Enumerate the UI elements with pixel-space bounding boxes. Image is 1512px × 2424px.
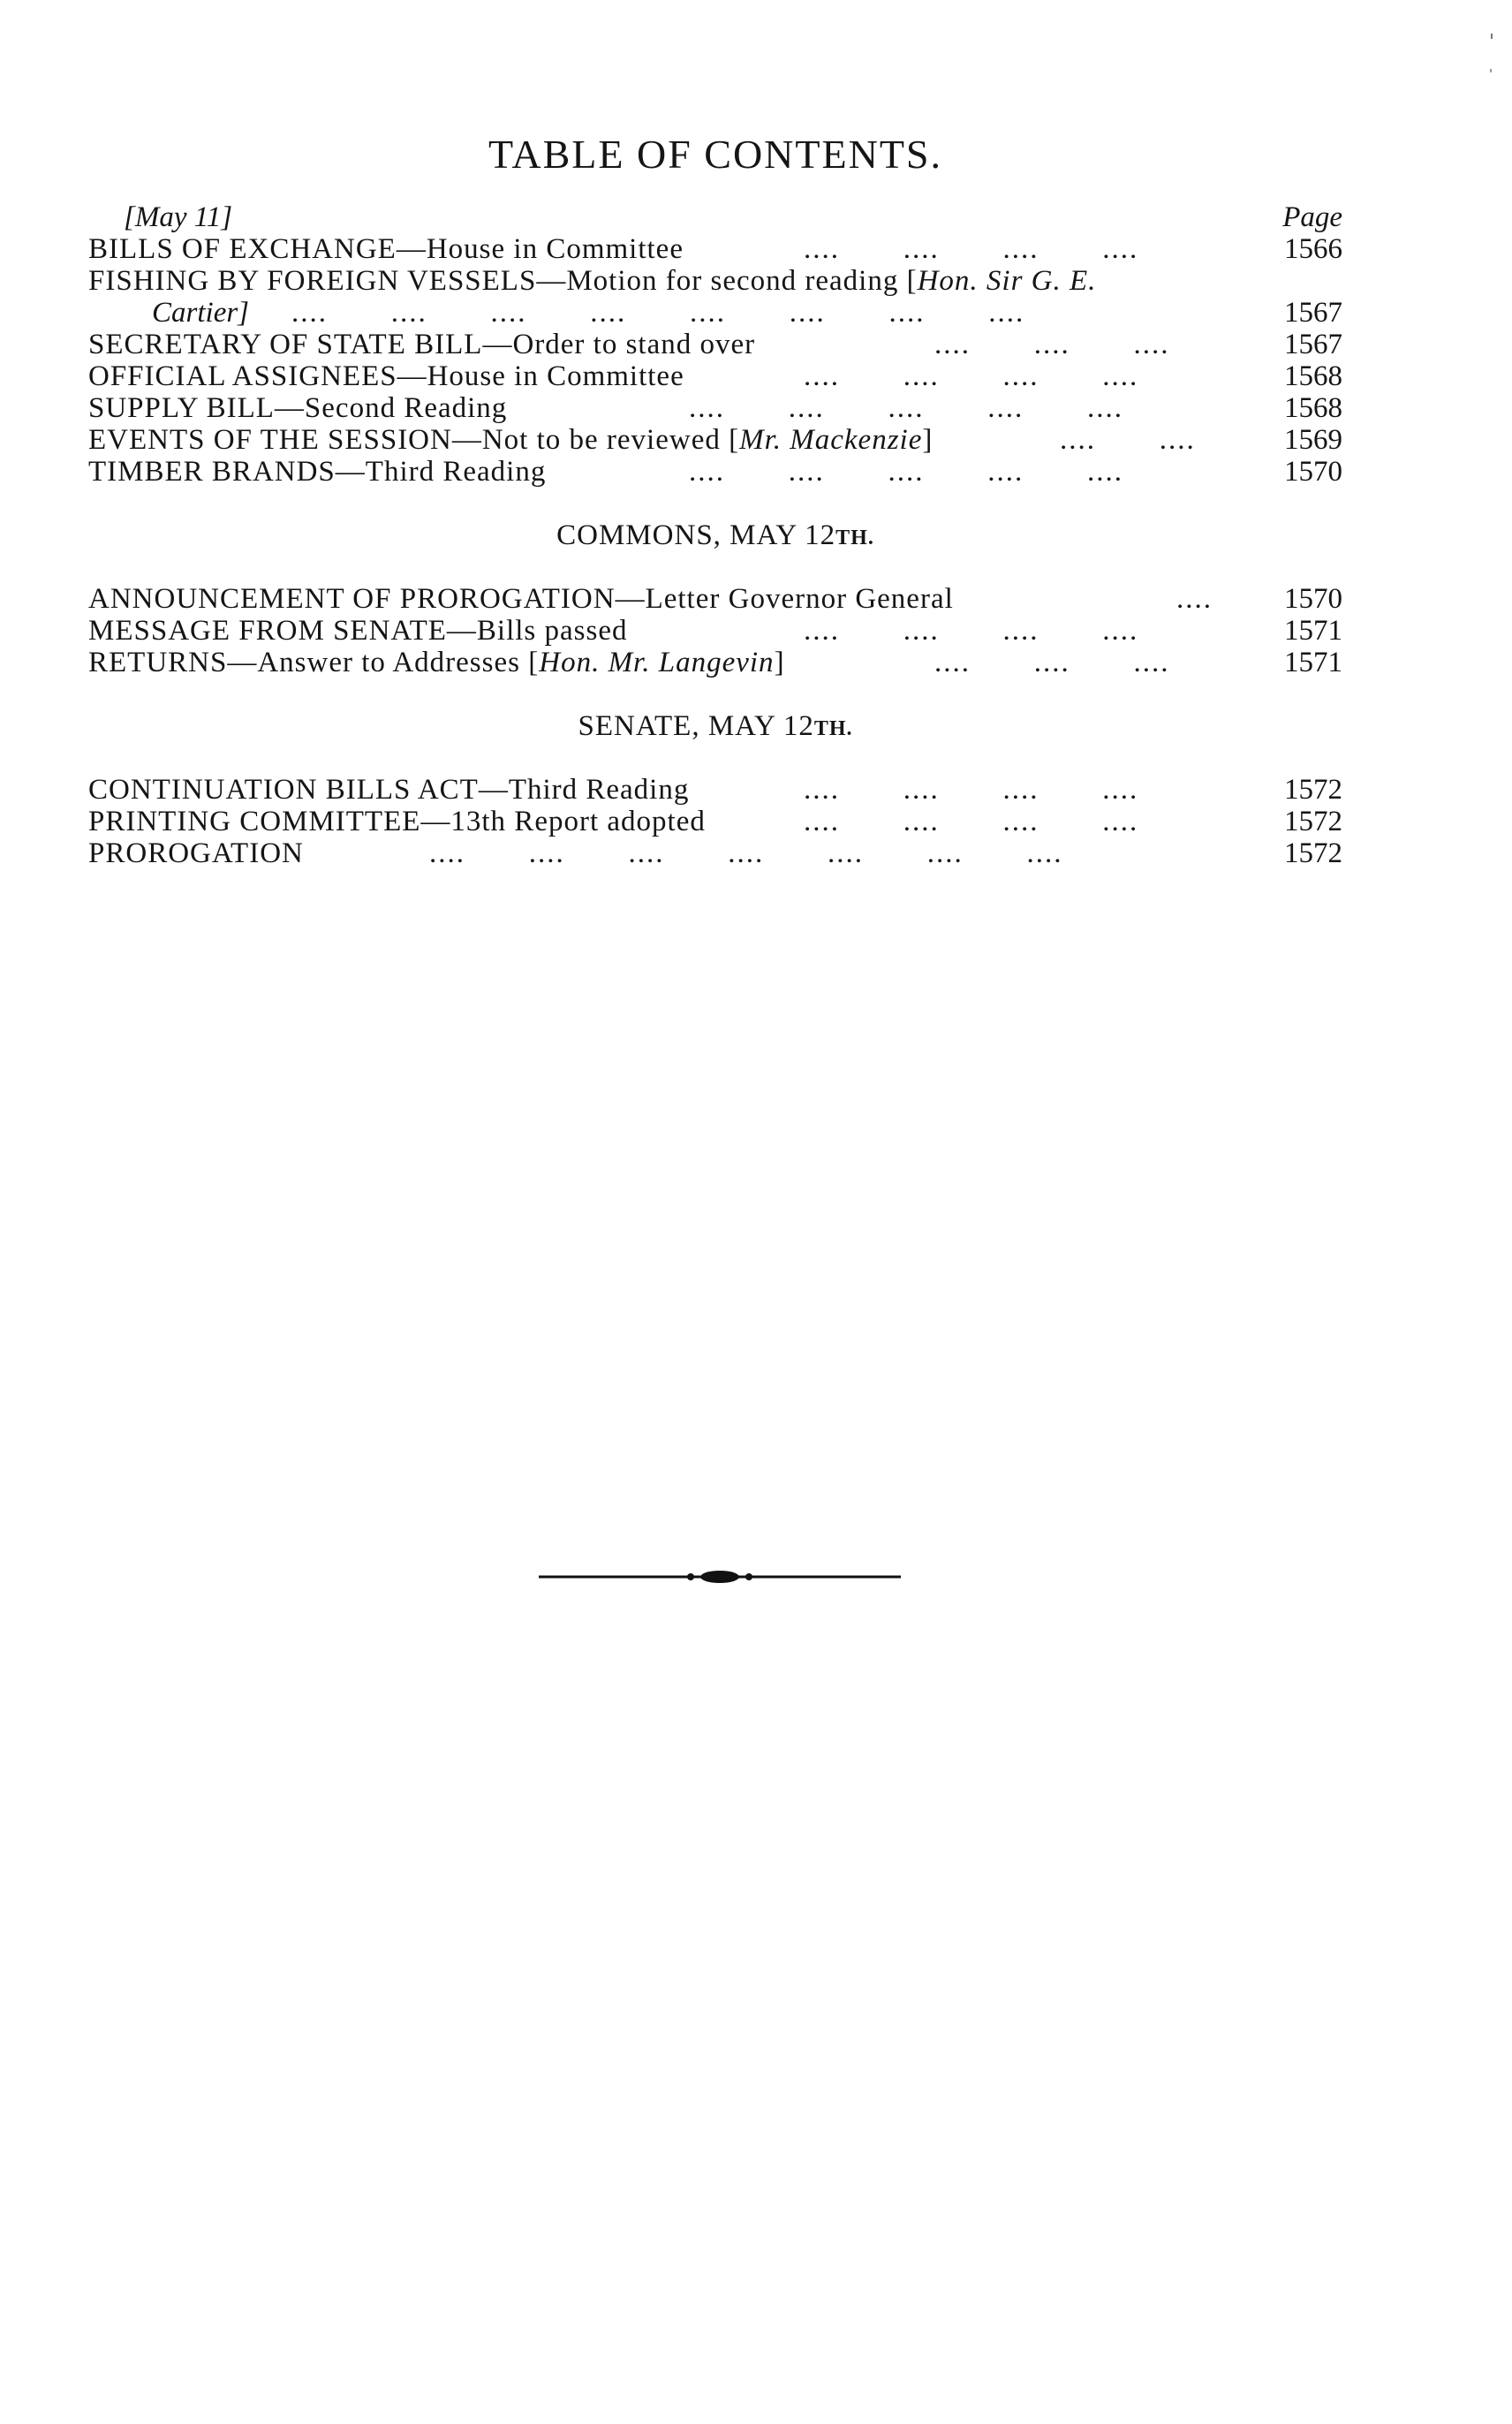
entry-title: PROROGATION bbox=[88, 837, 304, 869]
section-heading-text: SENATE, MAY 12 bbox=[578, 710, 814, 742]
toc-entry bbox=[88, 360, 1342, 392]
leader-dots: .... bbox=[1176, 583, 1213, 615]
entry-page: 1571 bbox=[1284, 647, 1342, 678]
leader-dots: .... .... .... bbox=[934, 329, 1170, 360]
ornament-dot-left bbox=[687, 1573, 694, 1580]
section-heading-text: COMMONS, MAY 12 bbox=[556, 519, 836, 551]
date-marker-row bbox=[88, 201, 1342, 233]
toc-entry bbox=[88, 456, 1342, 488]
entry-page: 1572 bbox=[1284, 774, 1342, 806]
ornament-rule bbox=[539, 1564, 901, 1590]
entry-page: 1568 bbox=[1284, 392, 1342, 424]
entry-title: PRINTING COMMITTEE—13th Report adopted bbox=[88, 806, 706, 837]
entry-page: 1567 bbox=[1284, 297, 1342, 329]
entry-title: TIMBER BRANDS—Third Reading bbox=[88, 456, 547, 488]
entry-page: 1570 bbox=[1284, 583, 1342, 615]
entry-bracket: ] bbox=[922, 424, 934, 456]
leader-dots: .... .... .... .... .... bbox=[689, 392, 1123, 424]
leader-dots: .... .... .... .... bbox=[804, 774, 1139, 806]
toc-entry bbox=[88, 583, 1342, 615]
entry-title-text: EVENTS OF THE SESSION—Not to be reviewed [ bbox=[88, 424, 740, 456]
section-heading-suffix: TH. bbox=[813, 717, 853, 740]
entry-title bbox=[88, 424, 933, 456]
page-column-header: Page bbox=[1282, 201, 1342, 233]
entry-attribution: Hon. Sir G. E. bbox=[917, 265, 1097, 297]
toc-entry bbox=[88, 392, 1342, 424]
section-heading-suffix: TH. bbox=[835, 526, 874, 549]
ornament-dot-right bbox=[745, 1573, 752, 1580]
date-marker: [May 11] bbox=[124, 201, 233, 233]
entry-title bbox=[88, 265, 1096, 297]
entry-title: CONTINUATION BILLS ACT—Third Reading bbox=[88, 774, 690, 806]
toc-entry bbox=[88, 615, 1342, 647]
section-heading-senate bbox=[88, 710, 1342, 743]
toc-entry bbox=[88, 424, 1342, 456]
leader-dots: .... .... bbox=[1060, 424, 1196, 456]
entry-title-text: RETURNS—Answer to Addresses [ bbox=[88, 647, 540, 678]
scan-speck bbox=[1487, 34, 1496, 78]
entry-page: 1571 bbox=[1284, 615, 1342, 647]
entry-page: 1572 bbox=[1284, 837, 1342, 869]
toc-entry-continuation bbox=[88, 297, 1342, 329]
entry-title: MESSAGE FROM SENATE—Bills passed bbox=[88, 615, 628, 647]
entry-title bbox=[88, 647, 785, 678]
entry-bracket: ] bbox=[774, 647, 785, 678]
leader-dots: .... .... .... .... .... bbox=[689, 456, 1123, 488]
toc-entry bbox=[88, 806, 1342, 837]
leader-dots: .... .... .... bbox=[934, 647, 1170, 678]
leader-dots: .... .... .... .... .... .... .... .... bbox=[291, 297, 1025, 329]
toc-entry bbox=[88, 774, 1342, 806]
entry-title: BILLS OF EXCHANGE—House in Committee bbox=[88, 233, 684, 265]
leader-dots: .... .... .... .... bbox=[804, 806, 1139, 837]
entry-attribution: Hon. Mr. Langevin bbox=[539, 647, 775, 678]
toc-entry bbox=[88, 329, 1342, 360]
leader-dots: .... .... .... .... bbox=[804, 360, 1139, 392]
section-heading-commons bbox=[88, 519, 1342, 552]
entry-attribution: Mr. Mackenzie bbox=[739, 424, 923, 456]
entry-title: SECRETARY OF STATE BILL—Order to stand over bbox=[88, 329, 756, 360]
leader-dots: .... .... .... .... bbox=[804, 615, 1139, 647]
entry-page: 1569 bbox=[1284, 424, 1342, 456]
entry-page: 1572 bbox=[1284, 806, 1342, 837]
toc-entry bbox=[88, 233, 1342, 265]
entry-title: ANNOUNCEMENT OF PROROGATION—Letter Governor General bbox=[88, 583, 954, 615]
entry-page: 1566 bbox=[1284, 233, 1342, 265]
ornament-center bbox=[700, 1571, 739, 1583]
toc-entry bbox=[88, 837, 1342, 869]
entry-title-text: FISHING BY FOREIGN VESSELS—Motion for second reading [ bbox=[88, 265, 918, 297]
entry-title: OFFICIAL ASSIGNEES—House in Committee bbox=[88, 360, 684, 392]
toc-entry bbox=[88, 265, 1342, 297]
entry-title: SUPPLY BILL—Second Reading bbox=[88, 392, 508, 424]
leader-dots: .... .... .... .... bbox=[804, 233, 1139, 265]
entry-page: 1570 bbox=[1284, 456, 1342, 488]
toc-entry bbox=[88, 647, 1342, 678]
entry-page: 1567 bbox=[1284, 329, 1342, 360]
page-title: TABLE OF CONTENTS. bbox=[488, 132, 943, 177]
entry-attribution-cont: Cartier] bbox=[152, 297, 250, 329]
leader-dots: .... .... .... .... .... .... .... bbox=[429, 837, 1063, 869]
entry-page: 1568 bbox=[1284, 360, 1342, 392]
